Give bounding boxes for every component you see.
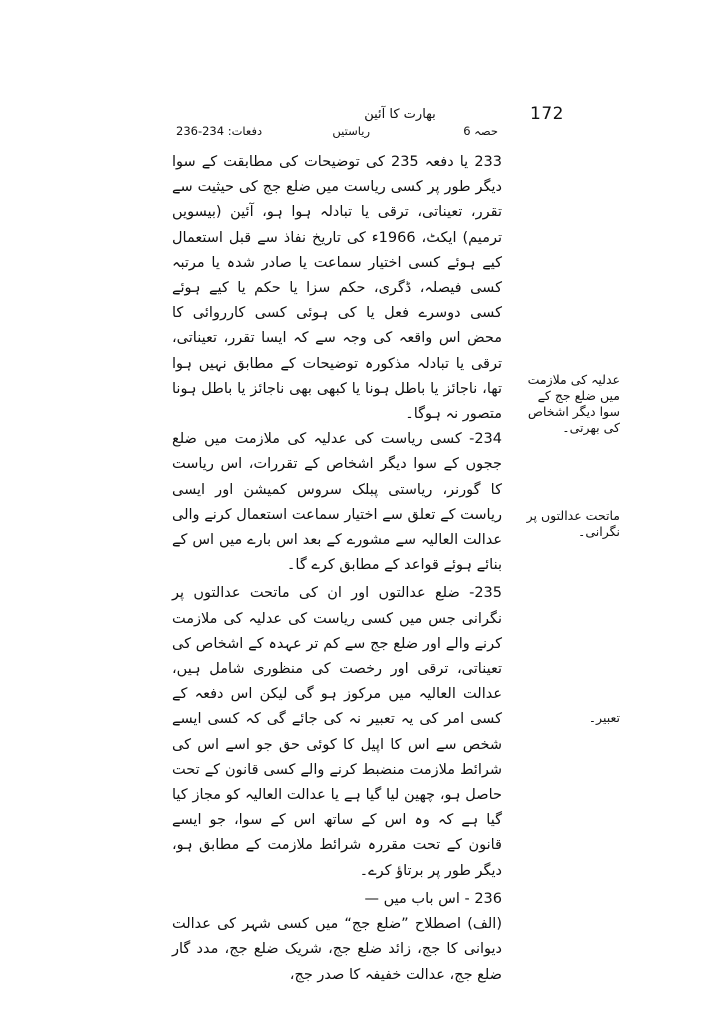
paragraph-235: 235- ضلع عدالتوں اور ان کی ماتحت عدالتوں پر نگرانی جس میں کسی ریاست کی عدلیہ کی ملازمت کرنے والے اور ضلع جج سے کم تر عہدہ کے اشخاص کی تعیناتی، ترقی اور رخصت کی منظوری شامل ہیں، عدالت العالیہ میں مرکوز ہو گی لیکن اس دفعہ کے کسی امر کی یہ تعبیر نہ کی جائے گی کہ کسی ایسے شخص سے اس کا اپیل کا کوئی حق جو اسے اس کی شرائط ملازمت منضبط کرنے والے کسی قانون کے تحت حاصل ہو، چھین لیا گیا ہے یا عدالت العالیہ کو مجاز کیا گیا ہے کہ وہ اس کے ساتھ اس کے سوا، جو ایسے قانون کے تحت مقررہ شرائط ملازمت کے مطابق ہو، دیگر طور پر برتاؤ کرے۔: [172, 585, 502, 879]
paragraph-234: 234- کسی ریاست کی عدلیہ کی ملازمت میں ضلع ججوں کے سوا دیگر اشخاص کے تقررات، اس ریاست کا گورنر، ریاستی پبلک سروس کمیشن اور ایسی ریاست کے تعلق سے اختیار سماعت استعمال کرنے والی عدالت العالیہ سے مشورے کے بعد اس بارے میں اس کے بنائے ہوئے قواعد کے مطابق کرے گا۔: [172, 431, 502, 574]
main-text: [172, 150, 502, 988]
side-note-236: تعبیر۔: [588, 710, 620, 725]
paragraph-236-a: (الف) اصطلاح ”ضلع جج“ میں کسی شہر کی عدالت دیوانی کا جج، زائد ضلع جج، شریک ضلع جج، مدد گار ضلع جج، عدالت خفیفہ کا صدر جج،: [172, 916, 502, 983]
side-note-235: ماتحت عدالتوں پر نگرانی۔: [526, 508, 620, 539]
paragraph-236-intro: 236 - اس باب میں —: [364, 890, 502, 907]
sections-range: دفعات: 234-236: [176, 124, 263, 138]
part-title: ریاستیں: [332, 124, 370, 138]
running-title: بھارت کا آئین: [364, 107, 436, 122]
paragraph-233: 233 یا دفعہ 235 کی توضیحات کی مطابقت کے سوا دیگر طور پر کسی ریاست میں ضلع جج کی حیثیت سے تقرر، تعیناتی، ترقی یا تبادلہ ہوا ہو، آئین (بیسویں ترمیم) ایکٹ، 1966ء کی تاریخ نفاذ سے قبل استعمال کیے ہوئے کسی اختیار سماعت یا صادر شدہ یا مرتبہ کسی فیصلہ، ڈگری، حکم سزا یا حکم یا کیے ہوئے کسی دوسرے فعل یا کی ہوئی کسی کارروائی کا محض اس واقعہ کی وجہ سے کہ ایسا تقرر، تعیناتی، ترقی یا تبادلہ مذکورہ توضیحات کے مطابق نہیں ہوا تھا، ناجائز یا باطل ہونا یا کبھی بھی ناجائز یا باطل ہونا متصور نہ ہوگا۔: [172, 154, 502, 423]
part-label: حصہ 6: [463, 124, 498, 138]
page-number: 172: [530, 104, 564, 124]
running-header: [176, 124, 498, 142]
side-note-234: عدلیہ کی ملازمت میں ضلع جج کے سوا دیگر اشخاص کی بھرتی۔: [527, 372, 620, 435]
